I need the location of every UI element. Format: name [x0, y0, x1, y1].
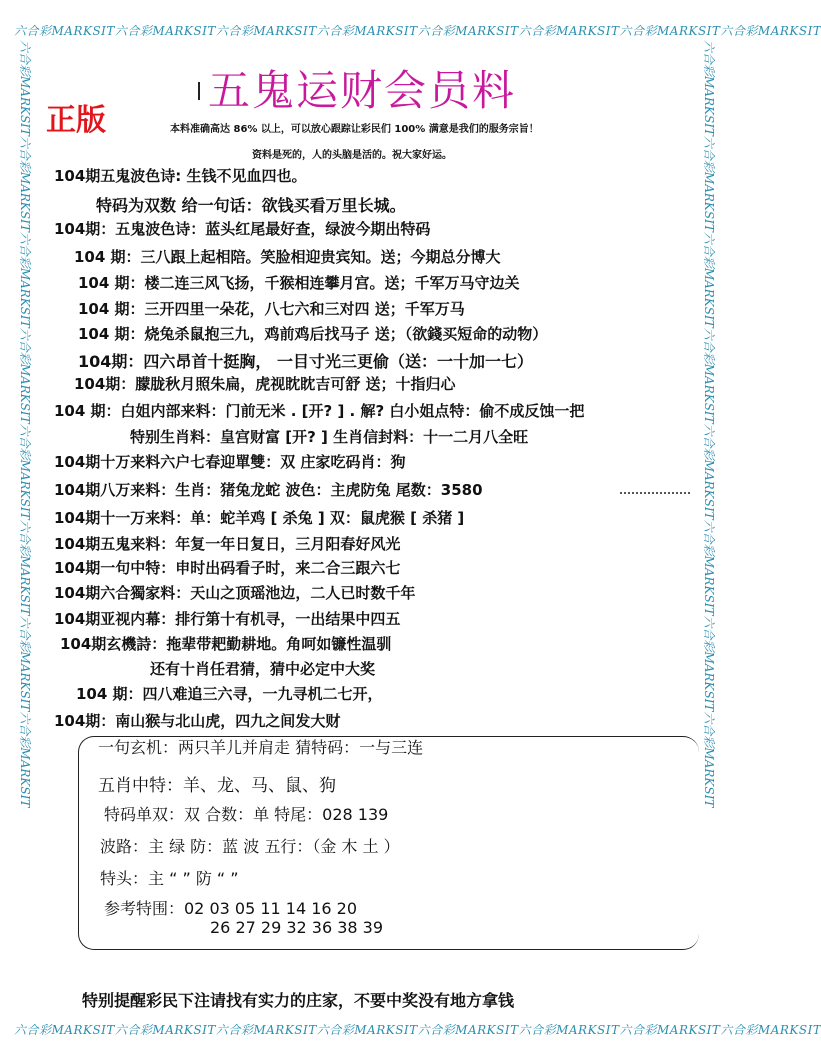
subtitle-motto: 资料是死的，人的头脑是活的。祝大家好运。 [252, 150, 452, 161]
genuine-badge: 正版 [46, 103, 106, 138]
text-line: 104期玄機詩：拖辈带耙勤耕地。角呵如镰性温驯 [60, 635, 392, 653]
text-line: 104 期：白姐内部来料：门前无米 . [开? ] . 解? 白小姐点特：偷不成反蚀一把 [54, 402, 585, 420]
box-line-riddle: 一句玄机：两只羊儿并肩走 猜特码：一与三连 [98, 738, 424, 757]
box-line-wave: 波路：主 绿 防：蓝 波 五行：（金 木 土 ） [100, 837, 400, 856]
footer-reminder: 特别提醒彩民下注请找有实力的庄家，不要中奖没有地方拿钱 [82, 991, 515, 1010]
text-line: 104 期：三八跟上起相陪。笑脸相迎贵宾知。送；今期总分博大 [74, 248, 501, 266]
decorative-dots [620, 492, 690, 498]
title-bar-mark [198, 82, 200, 100]
text-line: 104 期：楼二连三风飞扬，千猴相连攀月宫。送；千军万马守边关 [78, 274, 520, 292]
text-line: 104期六合獨家料：天山之顶瑶池边，二人已时数千年 [54, 584, 416, 602]
text-line: 还有十肖任君猜，猜中必定中大奖 [150, 660, 376, 678]
text-line: 104 期：四八难追三六寻，一九寻机二七开， [76, 685, 383, 703]
box-line-range-2: 26 27 29 32 36 38 39 [210, 918, 384, 937]
box-line-head: 特头：主 “ ” 防 “ ” [100, 869, 239, 888]
subtitle-accuracy: 本料准确高达 86% 以上，可以放心跟踪让彩民们 100% 满意是我们的服务宗旨！ [170, 124, 539, 135]
text-line: 104期五鬼来料：年复一年日复日，三月阳春好风光 [54, 535, 401, 553]
frame-left-watermark: 六合彩MARKSIT六合彩MARKSIT六合彩MARKSIT六合彩MARKSIT六合彩MARKSIT六合彩MARKSIT六合彩MARKSIT六合彩MARKSIT [18, 40, 32, 808]
frame-right-watermark: 六合彩MARKSIT六合彩MARKSIT六合彩MARKSIT六合彩MARKSIT六合彩MARKSIT六合彩MARKSIT六合彩MARKSIT六合彩MARKSIT [702, 40, 716, 808]
text-line: 104 期：烧兔杀鼠抱三九，鸡前鸡后找马子 送；（欲錢买短命的动物） [78, 325, 548, 343]
frame-right [700, 40, 718, 1020]
text-line: 104期亚视内幕：排行第十有机寻，一出结果中四五 [54, 610, 401, 628]
box-line-five-zodiac: 五肖中特：羊、龙、马、鼠、狗 [98, 776, 336, 796]
text-line: 特码为双数 给一句话：欲钱买看万里长城。 [96, 196, 406, 215]
frame-top-watermark: 六合彩MARKSIT六合彩MARKSIT六合彩MARKSIT六合彩MARKSIT六合彩MARKSIT六合彩MARKSIT六合彩MARKSIT六合彩MARKSIT [14, 24, 821, 38]
text-line: 104期八万来料：生肖：猪兔龙蛇 波色：主虎防兔 尾数：3580 [54, 481, 483, 499]
page-title: 五鬼运财会员料 [208, 66, 517, 115]
box-line-odd-even: 特码单双：双 合数：单 特尾：028 139 [104, 805, 389, 824]
text-line: 104期十万来料六户七春迎單雙：双 庄家吃码肖：狗 [54, 453, 406, 471]
box-line-range-1: 参考特围：02 03 05 11 14 16 20 [104, 899, 358, 918]
text-line: 104期：南山猴与北山虎，四九之间发大财 [54, 712, 341, 730]
frame-left [16, 40, 34, 1020]
text-line: 104期：朦胧秋月照朱扁，虎视眈眈吉可舒 送；十指归心 [74, 375, 456, 393]
text-line: 104期十一万来料：单：蛇羊鸡 [ 杀兔 ] 双：鼠虎猴 [ 杀猪 ] [54, 509, 465, 527]
text-line: 104期：五鬼波色诗：蓝头红尾最好查，绿波今期出特码 [54, 220, 431, 238]
text-line: 特别生肖料：皇宫财富 [开? ] 生肖信封料：十一二月八全旺 [130, 428, 529, 446]
text-line: 104期：四六昂首十挺胸， 一目寸光三更偷（送：一十加一七） [78, 352, 533, 371]
text-line: 104期一句中特：申时出码看子时，来二合三跟六七 [54, 559, 401, 577]
frame-bottom-watermark: 六合彩MARKSIT六合彩MARKSIT六合彩MARKSIT六合彩MARKSIT六合彩MARKSIT六合彩MARKSIT六合彩MARKSIT六合彩MARKSIT [14, 1023, 821, 1037]
text-line: 104 期：三开四里一朵花，八七六和三对四 送；千军万马 [78, 300, 465, 318]
text-line: 104期五鬼波色诗: 生钱不见血四也。 [54, 167, 307, 185]
